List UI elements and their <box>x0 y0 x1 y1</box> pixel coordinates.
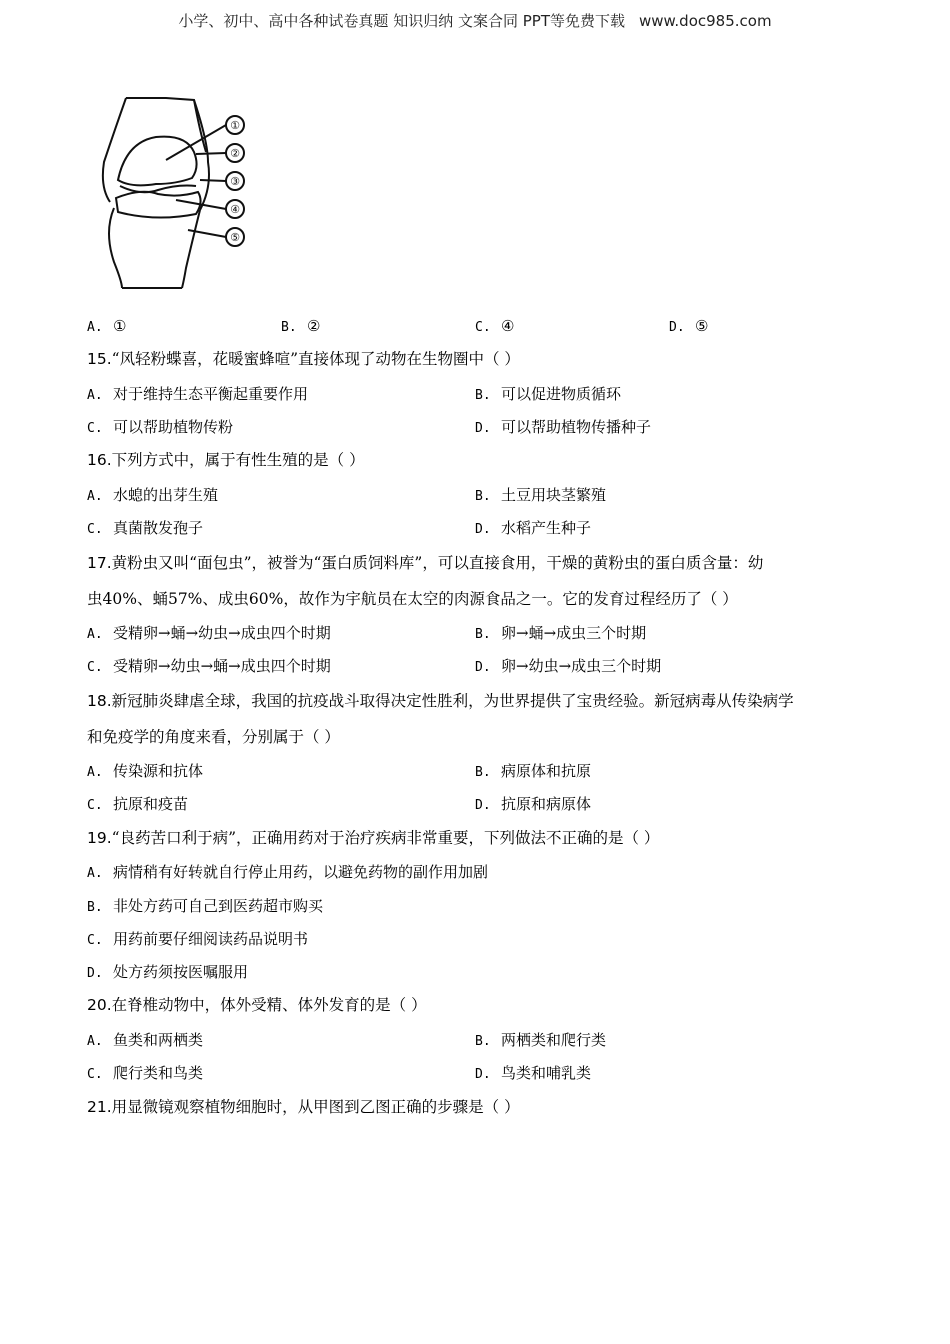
q16-option-d[interactable]: D. 水稻产生种子 <box>475 519 592 537</box>
question-20: 20.在脊椎动物中，体外受精、体外发育的是（ ） <box>87 996 427 1014</box>
articular-cartilage <box>120 186 196 193</box>
q20-option-d[interactable]: D. 鸟类和哺乳类 <box>475 1064 592 1082</box>
q16-option-b[interactable]: B. 土豆用块茎繁殖 <box>475 486 607 504</box>
q19-option-d[interactable]: D. 处方药须按医嘱服用 <box>87 963 249 981</box>
question-18-line-2: 和免疫学的角度来看，分别属于（ ） <box>87 728 340 746</box>
q19-option-a[interactable]: A. 病情稍有好转就自行停止用药，以避免药物的副作用加剧 <box>87 863 489 881</box>
tibia-right <box>182 210 200 288</box>
q18-option-c[interactable]: C. 抗原和疫苗 <box>87 795 189 813</box>
question-19: 19.“良药苦口利于病”，正确用药对于治疗疾病非常重要，下列做法不正确的是（ ） <box>87 829 660 847</box>
q20-option-b[interactable]: B. 两栖类和爬行类 <box>475 1031 607 1049</box>
question-17: 17.黄粉虫又叫“面包虫”，被誉为“蛋白质饲料库”，可以直接食用，干燥的黄粉虫的蛋白质含量：幼 <box>87 554 764 572</box>
diagram-label-3: ③ <box>230 175 240 188</box>
question-15: 15.“风轻粉蝶喜，花暖蜜蜂喧”直接体现了动物在生物圈中（ ） <box>87 350 520 368</box>
q17-option-c[interactable]: C. 受精卵→幼虫→蛹→成虫四个时期 <box>87 657 331 675</box>
diagram-label-4: ④ <box>230 203 240 216</box>
q15-option-a[interactable]: A. 对于维持生态平衡起重要作用 <box>87 385 309 403</box>
tibia-left <box>109 208 122 288</box>
header-url[interactable]: www.doc985.com <box>638 12 772 30</box>
q15-option-d[interactable]: D. 可以帮助植物传播种子 <box>475 418 652 436</box>
q17-option-a[interactable]: A. 受精卵→蛹→幼虫→成虫四个时期 <box>87 624 331 642</box>
q14-option-c[interactable]: C. ④ <box>475 317 515 335</box>
q18-option-d[interactable]: D. 抗原和病原体 <box>475 795 592 813</box>
q18-option-a[interactable]: A. 传染源和抗体 <box>87 762 204 780</box>
q14-option-a[interactable]: A. ① <box>87 317 127 335</box>
knee-joint-diagram <box>96 92 266 292</box>
page-header <box>0 10 950 31</box>
q14-option-d[interactable]: D. ⑤ <box>669 317 709 335</box>
question-21: 21.用显微镜观察植物细胞时，从甲图到乙图正确的步骤是（ ） <box>87 1098 520 1116</box>
q19-option-c[interactable]: C. 用药前要仔细阅读药品说明书 <box>87 930 309 948</box>
header-text: 小学、初中、高中各种试卷真题 知识归纳 文案合同 PPT等免费下载 <box>178 12 625 30</box>
q14-option-b[interactable]: B. ② <box>281 317 321 335</box>
q17-option-d[interactable]: D. 卵→幼虫→成虫三个时期 <box>475 657 662 675</box>
diagram-label-1: ① <box>230 119 240 132</box>
question-17-line-2: 虫40%、蛹57%、成虫60%，故作为宇航员在太空的肉源食品之一。它的发育过程经历了（ ） <box>87 590 738 608</box>
q15-option-c[interactable]: C. 可以帮助植物传粉 <box>87 418 234 436</box>
q19-option-b[interactable]: B. 非处方药可自己到医药超市购买 <box>87 897 324 915</box>
q17-option-b[interactable]: B. 卵→蛹→成虫三个时期 <box>475 624 647 642</box>
q20-option-c[interactable]: C. 爬行类和鸟类 <box>87 1064 204 1082</box>
q15-option-b[interactable]: B. 可以促进物质循环 <box>475 385 622 403</box>
question-16: 16.下列方式中，属于有性生殖的是（ ） <box>87 451 365 469</box>
q18-option-b[interactable]: B. 病原体和抗原 <box>475 762 592 780</box>
q20-option-a[interactable]: A. 鱼类和两栖类 <box>87 1031 204 1049</box>
diagram-label-5: ⑤ <box>230 231 240 244</box>
q16-option-c[interactable]: C. 真菌散发孢子 <box>87 519 204 537</box>
question-18: 18.新冠肺炎肆虐全球，我国的抗疫战斗取得决定性胜利，为世界提供了宝贵经验。新冠病毒从传染病学 <box>87 692 794 710</box>
tibia-head <box>116 192 201 218</box>
q16-option-a[interactable]: A. 水螅的出芽生殖 <box>87 486 219 504</box>
diagram-label-2: ② <box>230 147 240 160</box>
femur-head <box>118 137 197 186</box>
